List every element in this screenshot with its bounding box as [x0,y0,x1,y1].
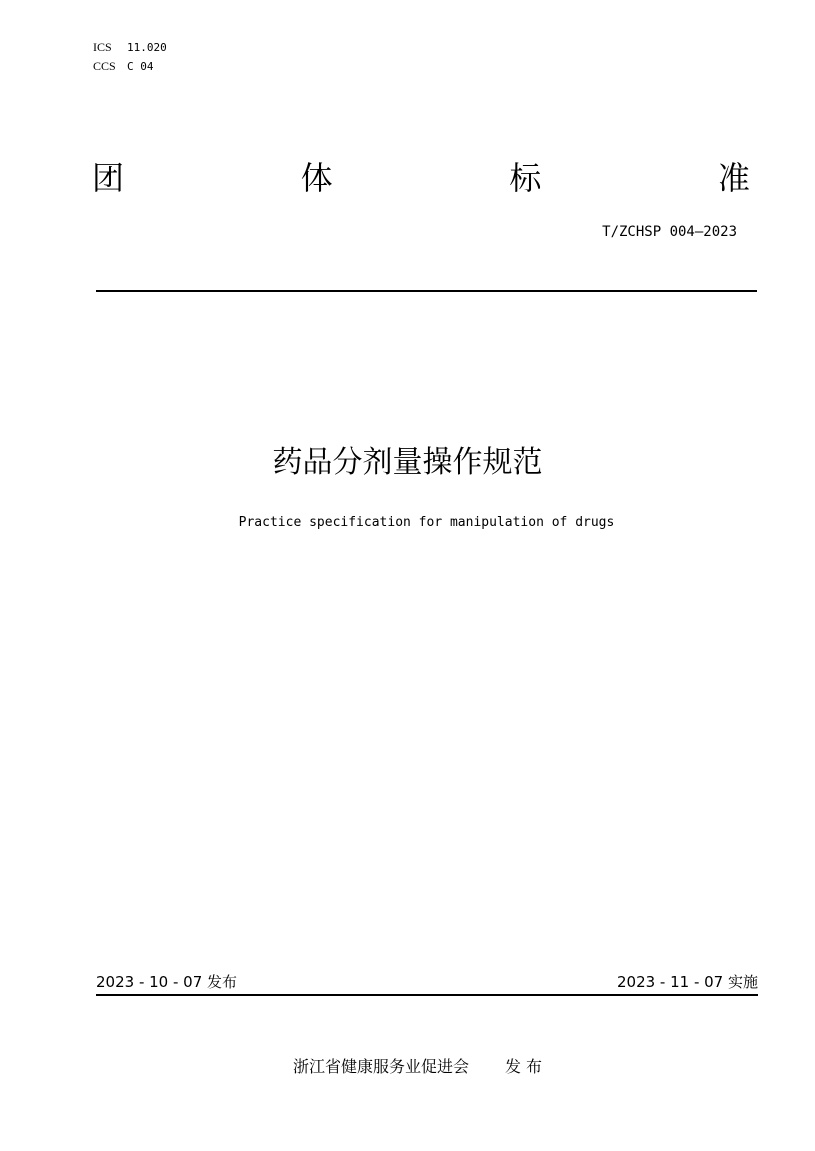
standard-number: T/ZCHSP 004—2023 [602,224,737,240]
ics-label: ICS [93,40,112,54]
ccs-line [93,57,167,76]
document-title-english: Practice specification for manipulation of drugs [238,515,615,530]
standard-type-char: 标 [509,159,542,197]
standard-type-char: 体 [300,159,333,197]
release-date: 2023 - 10 - 07 发布 [96,973,238,991]
bottom-divider [96,994,758,996]
standard-type-heading [92,158,750,198]
publisher-action: 发 布 [504,1057,543,1076]
classification-codes [93,38,167,76]
ics-value: 11.020 [127,41,167,54]
ics-line [93,38,167,57]
ccs-value: C 04 [127,60,154,73]
document-title-chinese: 药品分剂量操作规范 [272,445,543,480]
standard-type-char: 团 [92,159,125,197]
standard-type-char: 准 [717,159,750,197]
ccs-label: CCS [93,59,116,73]
publisher-name: 浙江省健康服务业促进会 [292,1057,469,1076]
publisher-line [0,1054,815,1077]
top-divider [96,290,757,292]
implementation-date: 2023 - 11 - 07 实施 [616,973,758,991]
